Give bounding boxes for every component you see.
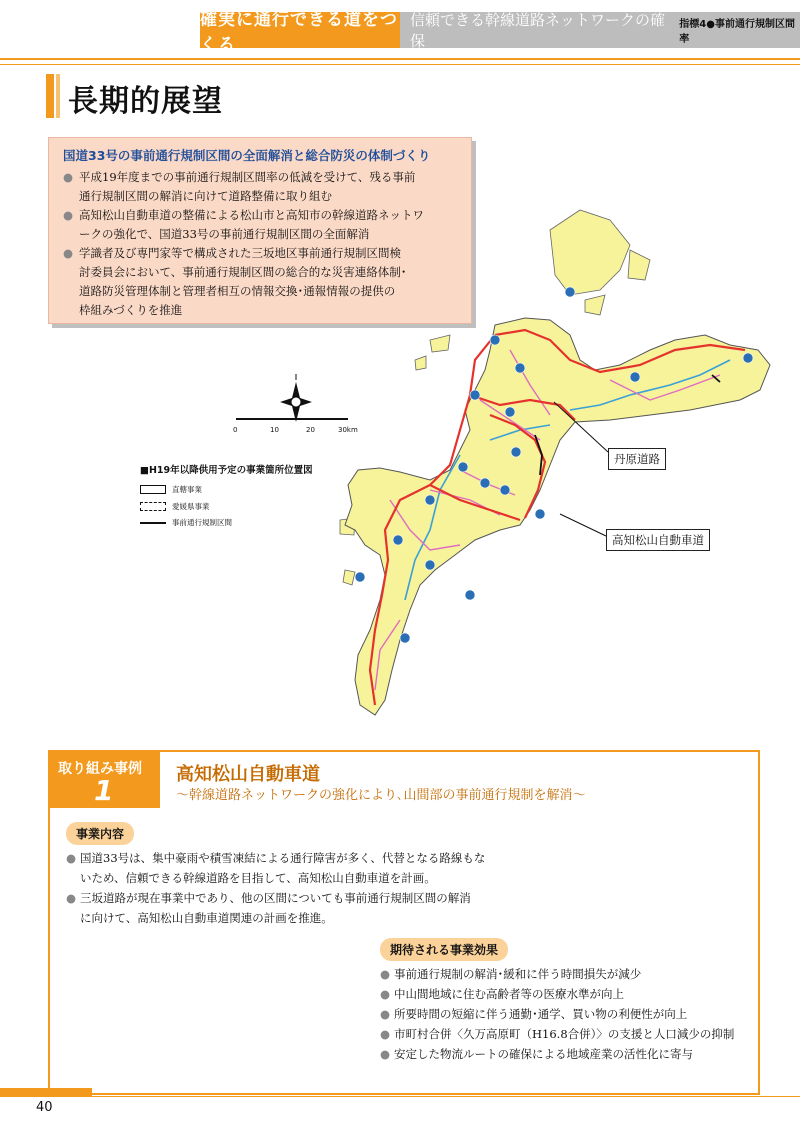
scale-label: 20	[306, 426, 315, 434]
summary-item: ークの強化で、国道33号の事前通行規制区間の全面解消	[79, 227, 370, 241]
case-tag-number: 1	[94, 774, 114, 807]
title-accent-bar-light	[56, 74, 60, 118]
header-subtitle: 信頼できる幹線道路ネットワークの確保	[410, 11, 666, 50]
bullet-icon: ●	[380, 1007, 391, 1021]
legend-swatch-dashed	[140, 502, 166, 511]
content-list	[66, 848, 485, 928]
legend-item-direct	[140, 484, 202, 495]
callout-leaders	[540, 400, 620, 540]
scale-label: 10	[270, 426, 279, 434]
bullet-icon: ●	[63, 170, 74, 184]
legend-title: ■H19年以降供用予定の事業箇所位置図	[140, 465, 313, 476]
bullet-icon: ●	[380, 1027, 391, 1041]
footer-rule	[0, 1096, 800, 1097]
summary-item: ● 高知松山自動車道の整備による松山市と高知市の幹線道路ネットワ	[63, 206, 463, 225]
summary-item: 討委員会において、事前通行規制区間の総合的な災害連絡体制･	[79, 265, 407, 279]
page-title: 長期的展望	[68, 84, 223, 119]
callout-kochi-matsuyama-expressway: 高知松山自動車道	[606, 529, 710, 551]
effect-item: ● 所要時間の短縮に伴う通勤･通学、買い物の利便性が向上	[380, 1004, 734, 1024]
bullet-icon: ●	[66, 891, 77, 905]
compass-rose-icon	[276, 372, 316, 430]
case-study-box	[48, 750, 760, 1095]
bullet-icon: ●	[380, 1047, 391, 1061]
content-item: ● 三坂道路が現在事業中であり、他の区間についても事前通行規制区間の解消	[66, 888, 485, 908]
header-indicator: 指標4●事前通行規制区間率	[679, 19, 795, 45]
scale-label: 30km	[338, 426, 358, 434]
scale-label: 0	[233, 426, 238, 434]
legend-swatch-line	[140, 522, 166, 524]
legend-item-prefecture	[140, 501, 210, 512]
summary-item: ● 学識者及び専門家等で構成された三坂地区事前通行規制区間検	[63, 244, 463, 263]
summary-box	[48, 137, 472, 324]
effect-item: ● 市町村合併〈久万高原町（H16.8合併）〉の支援と人口減少の抑制	[380, 1024, 734, 1044]
case-title: 高知松山自動車道	[176, 764, 320, 785]
page-header	[0, 10, 800, 55]
callout-tanbara-road: 丹原道路	[608, 448, 666, 470]
effect-item: ● 中山間地域に住む高齢者等の医療水準が向上	[380, 984, 734, 1004]
content-item: に向けて、高知松山自動車道関連の計画を推進。	[80, 911, 333, 925]
case-tag-label: 取り組み事例	[58, 761, 142, 777]
content-item: ● 国道33号は、集中豪雨や積雪凍結による通行障害が多く、代替となる路線もな	[66, 848, 485, 868]
legend-label: 愛媛県事業	[172, 502, 210, 511]
legend-label: 事前通行規制区間	[172, 518, 232, 527]
header-rule	[0, 58, 800, 60]
page-number: 40	[36, 1100, 53, 1115]
header-right-band	[400, 12, 800, 48]
legend-swatch-solid	[140, 485, 166, 494]
bullet-icon: ●	[63, 246, 74, 260]
bullet-icon: ●	[66, 851, 77, 865]
legend-label: 直轄事業	[172, 485, 202, 494]
bullet-icon: ●	[380, 987, 391, 1001]
summary-heading: 国道33号の事前通行規制区間の全面解消と総合防災の体制づくり	[63, 148, 431, 163]
effect-list	[380, 964, 734, 1064]
effect-pill: 期待される事業効果	[380, 938, 508, 961]
map-legend	[140, 462, 313, 527]
summary-item: 通行規制区間の解消に向けて道路整備に取り組む	[79, 189, 332, 203]
bullet-icon: ●	[380, 967, 391, 981]
summary-item: 道路防災管理体制と管理者相互の情報交換･通報情報の提供の	[79, 284, 396, 298]
effect-item: ● 事前通行規制の解消･緩和に伴う時間損失が減少	[380, 964, 734, 984]
summary-item: ● 平成19年度までの事前通行規制区間率の低減を受けて、残る事前	[63, 168, 463, 187]
header-section-title: 確実に通行できる道をつくる	[200, 10, 398, 55]
summary-item: 枠組みづくりを推進	[79, 303, 183, 317]
case-subtitle: ～幹線道路ネットワークの強化により､山間部の事前通行規制を解消～	[176, 788, 586, 803]
legend-item-regulated	[140, 517, 232, 528]
footer-accent-bar	[0, 1088, 92, 1096]
case-tag	[50, 752, 160, 808]
bullet-icon: ●	[63, 208, 74, 222]
effect-item: ● 安定した物流ルートの確保による地域産業の活性化に寄与	[380, 1044, 734, 1064]
header-rule-thin	[0, 64, 800, 65]
title-accent-bar	[46, 74, 54, 118]
summary-list	[63, 168, 463, 320]
content-item: いため、信頼できる幹線道路を目指して、高知松山自動車道を計画。	[80, 871, 436, 885]
scale-line	[236, 418, 348, 420]
content-pill: 事業内容	[66, 822, 134, 845]
